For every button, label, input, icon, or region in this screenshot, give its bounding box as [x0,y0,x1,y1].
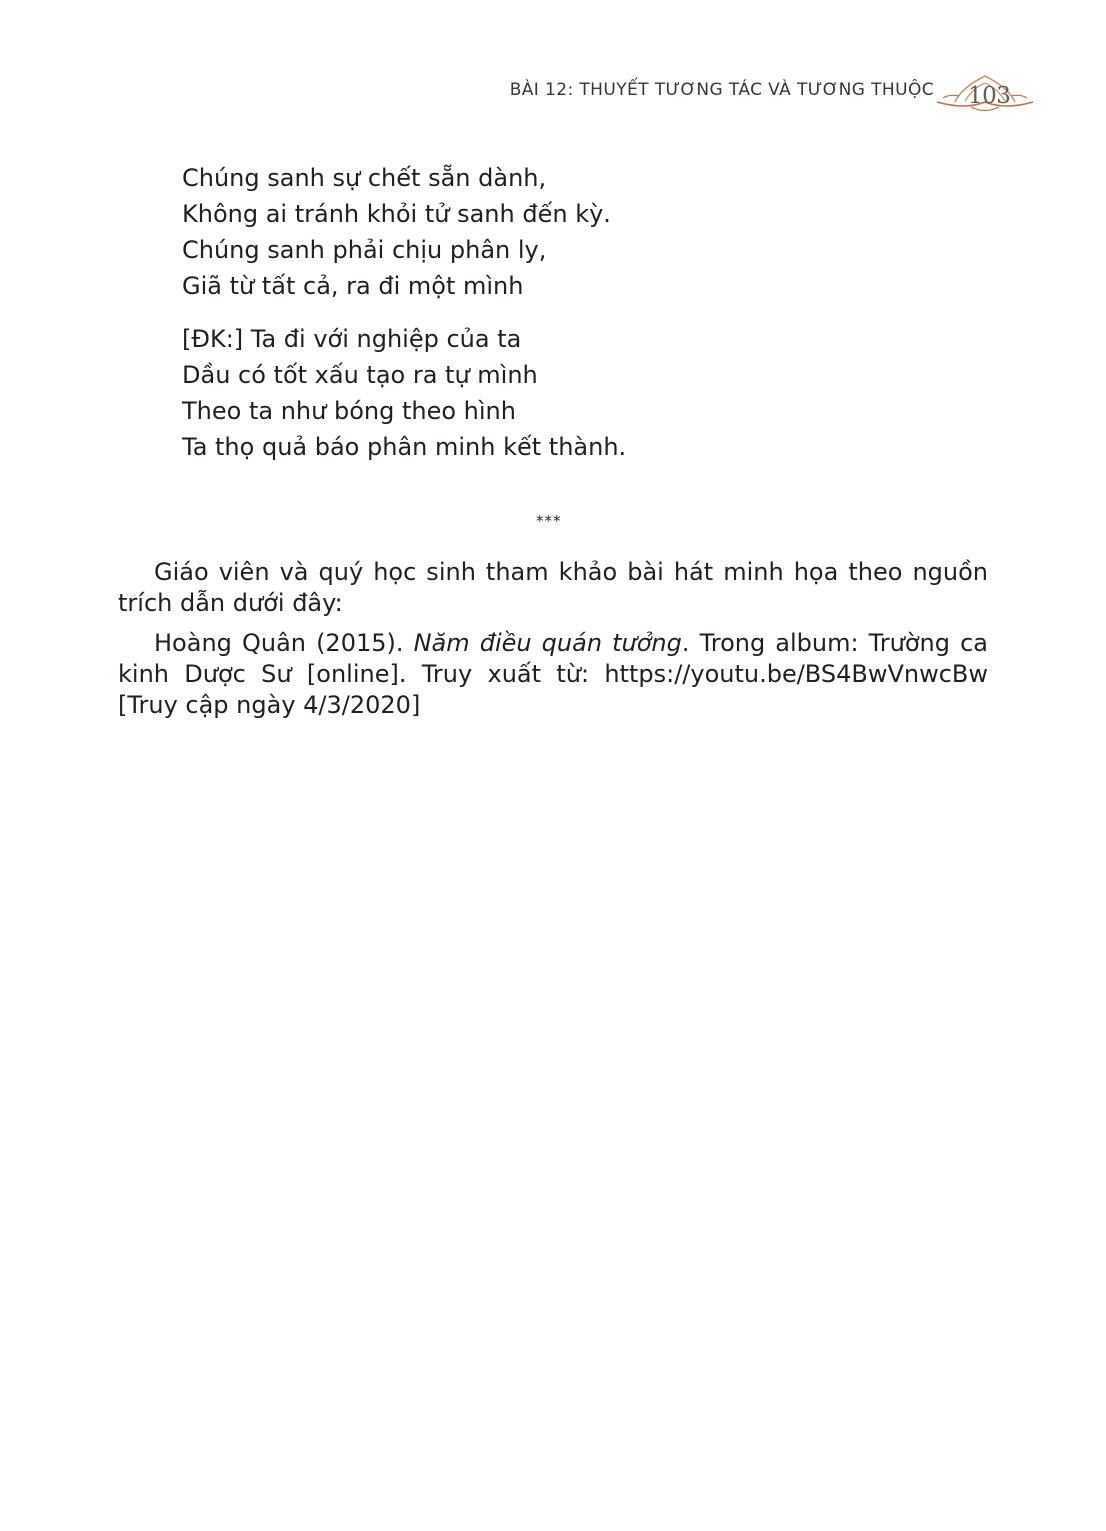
verse-line: Chúng sanh phải chịu phân ly, [182,236,547,264]
verse-stanza-2 [182,321,626,465]
citation-paragraph [118,628,988,721]
section-divider: *** [536,512,562,530]
verse-stanza-1 [182,160,611,304]
citation-author: Hoàng Quân (2015). [154,629,414,657]
citation-details: . Trong album: Trường ca kinh Dược Sư [online]. Truy xuất từ: https://youtu.be/BS4BwVnwcBw [Truy cập ngày 4/3/2020] [118,629,988,719]
citation-work-title: Năm điều quán tưởng [413,629,682,657]
verse-line: Giã từ tất cả, ra đi một mình [182,272,524,300]
verse-line: Không ai tránh khỏi tử sanh đến kỳ. [182,200,611,228]
verse-line: [ĐK:] Ta đi với nghiệp của ta [182,325,522,353]
verse-line: Ta thọ quả báo phân minh kết thành. [182,433,627,461]
verse-line: Dầu có tốt xấu tạo ra tự mình [182,361,538,389]
page-header [0,74,1106,114]
verse-line: Theo ta như bóng theo hình [182,397,516,425]
verse-line: Chúng sanh sự chết sẵn dành, [182,164,547,192]
chapter-title: BÀI 12: THUYẾT TƯƠNG TÁC VÀ TƯƠNG THUỘC [509,80,934,100]
page-number: 103 [968,83,1011,109]
intro-paragraph: Giáo viên và quý học sinh tham khảo bài hát minh họa theo nguồn trích dẫn dưới đây: [118,558,988,617]
